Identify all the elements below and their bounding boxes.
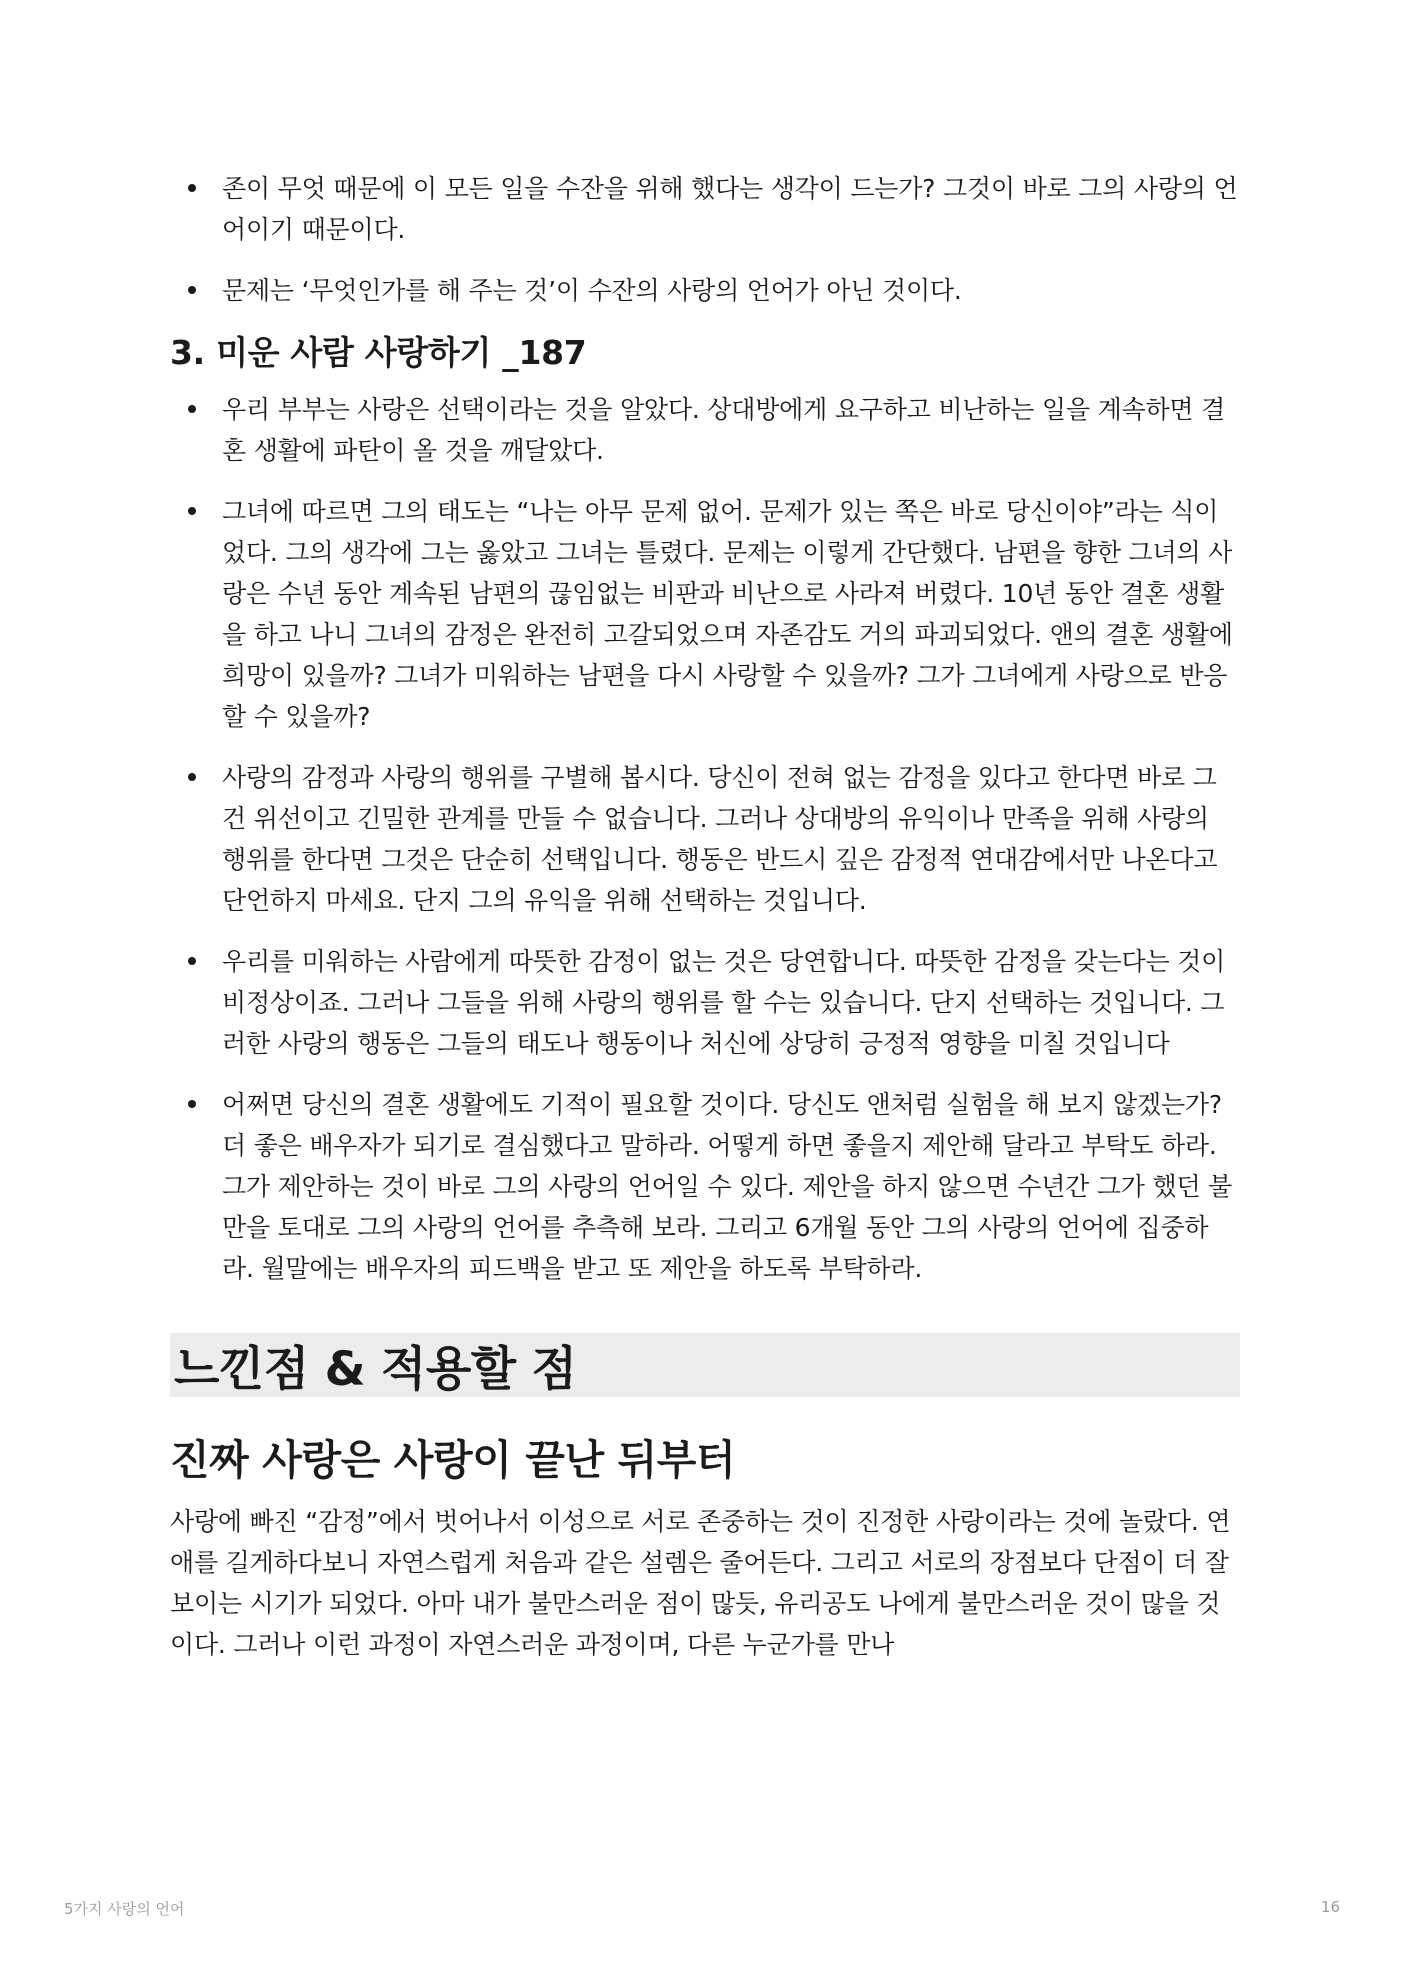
footer-document-title: 5가지 사랑의 언어: [64, 1900, 185, 1918]
bullet-list-section: [170, 389, 1240, 1289]
list-item-text: 존이 무엇 때문에 이 모든 일을 수잔을 위해 했다는 생각이 드는가? 그것이 바로 그의 사랑의 언어이기 때문이다.: [222, 174, 1238, 244]
subheading: 진짜 사랑은 사랑이 끝난 뒤부터: [170, 1436, 736, 1484]
list-item: [170, 941, 1240, 1064]
page-heading: 느낀점 & 적용할 점: [174, 1341, 577, 1397]
list-item-text: 문제는 ‘무엇인가를 해 주는 것’이 수잔의 사랑의 언어가 아닌 것이다.: [222, 276, 962, 305]
bullet-dot-icon: [188, 957, 196, 965]
bullet-dot-icon: [188, 286, 196, 294]
body-paragraph: 사랑에 빠진 “감정”에서 벗어나서 이성으로 서로 존중하는 것이 진정한 사랑이라는 것에 놀랐다. 연애를 길게하다보니 자연스럽게 처음과 같은 설렘은 줄어든다. 그리고 서로의 장점보다 단점이 더 잘 보이는 시기가 되었다. 아마 내가 불만스러운 점이 많듯, 유리공도 나에게 불만스러운 것이 많을 것이다. 그러나 이런 과정이 자연스러운 과정이며, 다른 누군가를 만나: [170, 1507, 1231, 1659]
bullet-dot-icon: [188, 184, 196, 192]
list-item: [170, 389, 1240, 471]
highlighted-heading-block: [170, 1333, 1240, 1397]
list-item-text: 우리 부부는 사랑은 선택이라는 것을 알았다. 상대방에게 요구하고 비난하는 일을 계속하면 결혼 생활에 파탄이 올 것을 깨달았다.: [222, 395, 1226, 465]
list-item: [170, 757, 1240, 921]
list-item-text: 어쩌면 당신의 결혼 생활에도 기적이 필요할 것이다. 당신도 앤처럼 실험을 해 보지 않겠는가? 더 좋은 배우자가 되기로 결심했다고 말하라. 어떻게 하면 좋을지 제안해 달라고 부탁도 하라. 그가 제안하는 것이 바로 그의 사랑의 언어일 수 있다. 제안을 하지 않으면 수년간 그가 했던 불만을 토대로 그의 사랑의 언어를 추측해 보라. 그리고 6개월 동안 그의 사랑의 언어에 집중하라. 월말에는 배우자의 피드백을 받고 또 제안을 하도록 부탁하라.: [222, 1090, 1233, 1283]
list-item: [170, 270, 1240, 311]
document-body: [170, 168, 1240, 1665]
list-item-text: 우리를 미워하는 사람에게 따뜻한 감정이 없는 것은 당연합니다. 따뜻한 감정을 갖는다는 것이 비정상이죠. 그러나 그들을 위해 사랑의 행위를 할 수는 있습니다. 단지 선택하는 것입니다. 그러한 사랑의 행동은 그들의 태도나 행동이나 처신에 상당히 긍정적 영향을 미칠 것입니다: [222, 947, 1226, 1058]
section-heading: 3. 미운 사람 사랑하기 _187: [170, 333, 587, 372]
list-item: [170, 491, 1240, 737]
bullet-dot-icon: [188, 507, 196, 515]
list-item-text: 사랑의 감정과 사랑의 행위를 구별해 봅시다. 당신이 전혀 없는 감정을 있다고 한다면 바로 그건 위선이고 긴밀한 관계를 만들 수 없습니다. 그러나 상대방의 유익이나 만족을 위해 사랑의 행위를 한다면 그것은 단순히 선택입니다. 행동은 반드시 깊은 감정적 연대감에서만 나온다고 단언하지 마세요. 단지 그의 유익을 위해 선택하는 것입니다.: [222, 763, 1218, 915]
bullet-dot-icon: [188, 405, 196, 413]
bullet-dot-icon: [188, 773, 196, 781]
bullet-list-top: [170, 168, 1240, 311]
list-item-text: 그녀에 따르면 그의 태도는 “나는 아무 문제 없어. 문제가 있는 쪽은 바로 당신이야”라는 식이었다. 그의 생각에 그는 옳았고 그녀는 틀렸다. 문제는 이렇게 간단했다. 남편을 향한 그녀의 사랑은 수년 동안 계속된 남편의 끊임없는 비판과 비난으로 사라져 버렸다. 10년 동안 결혼 생활을 하고 나니 그녀의 감정은 완전히 고갈되었으며 자존감도 거의 파괴되었다. 앤의 결혼 생활에 희망이 있을까? 그녀가 미워하는 남편을 다시 사랑할 수 있을까? 그가 그녀에게 사랑으로 반응할 수 있을까?: [222, 497, 1233, 731]
list-item: [170, 1084, 1240, 1289]
footer-page-number: 16: [1320, 1898, 1340, 1916]
bullet-dot-icon: [188, 1100, 196, 1108]
list-item: [170, 168, 1240, 250]
